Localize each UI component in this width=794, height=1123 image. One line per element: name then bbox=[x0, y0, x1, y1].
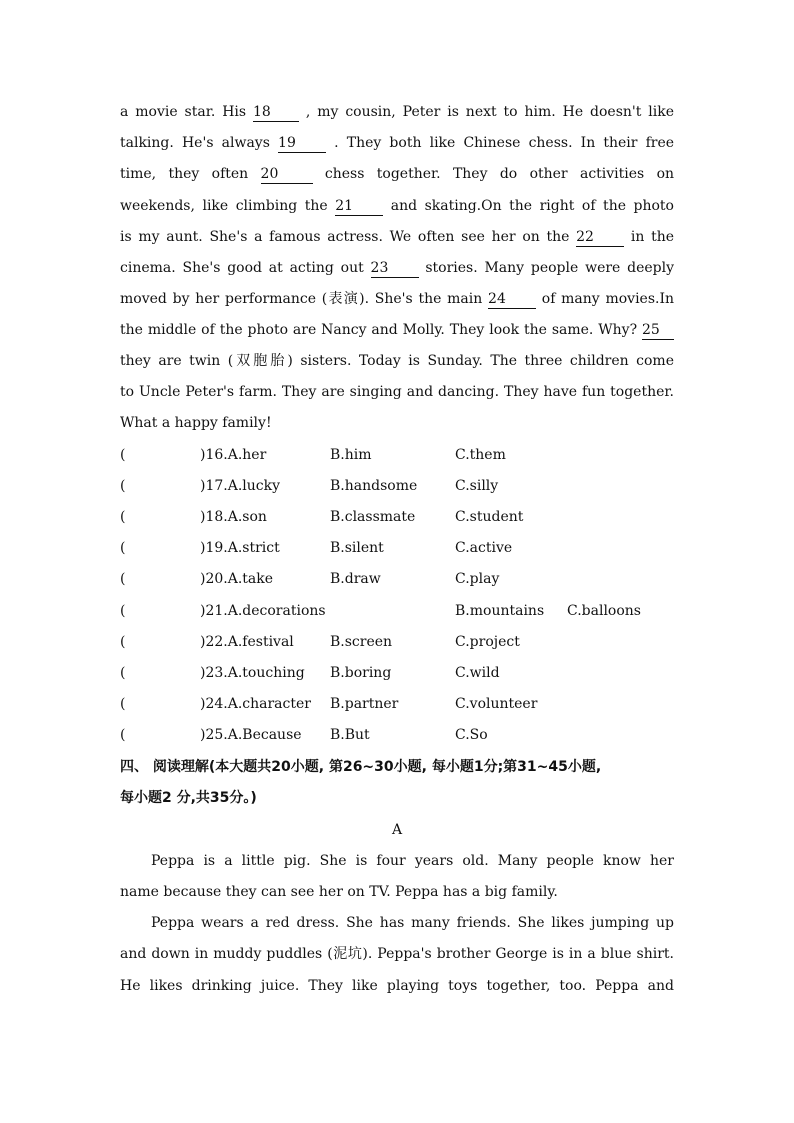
passage-line-8 bbox=[120, 320, 674, 340]
passage-line-1 bbox=[120, 102, 674, 122]
option-a: )20.A.take bbox=[200, 571, 274, 587]
option-a: )23.A.touching bbox=[200, 665, 305, 681]
passage-line-2 bbox=[120, 133, 674, 153]
option-c: C.balloons bbox=[567, 603, 641, 619]
option-b: B.screen bbox=[330, 634, 393, 650]
passage-line-11: What a happy family! bbox=[120, 415, 272, 431]
passage-text: is my aunt. She's a famous actress. We often see her on the bbox=[120, 229, 570, 245]
blank-19: 19 bbox=[278, 135, 326, 153]
answer-paren[interactable]: ( bbox=[120, 634, 126, 650]
passage-text: talking. He's always bbox=[120, 135, 270, 151]
passage-line-10: to Uncle Peter's farm. They are singing and dancing. They have fun together. bbox=[120, 384, 674, 400]
passage-line-6 bbox=[120, 258, 674, 278]
passage-text: stories. Many people were deeply bbox=[425, 260, 675, 276]
passage-text: chess together. They do other activities on bbox=[324, 166, 675, 182]
blank-18: 18 bbox=[253, 104, 299, 122]
blank-24: 24 bbox=[488, 291, 536, 309]
passage-text: a movie star. His bbox=[120, 104, 247, 120]
blank-22: 22 bbox=[576, 229, 624, 247]
option-b: B.draw bbox=[330, 571, 381, 587]
option-c: C.active bbox=[455, 540, 513, 556]
passage-line-7 bbox=[120, 289, 674, 309]
blank-21: 21 bbox=[335, 198, 383, 216]
blank-20: 20 bbox=[261, 166, 313, 184]
answer-paren[interactable]: ( bbox=[120, 447, 126, 463]
answer-paren[interactable]: ( bbox=[120, 696, 126, 712]
answer-paren[interactable]: ( bbox=[120, 509, 126, 525]
reading-line: Peppa is a little pig. She is four years old. Many people know her bbox=[151, 853, 674, 869]
passage-text: . They both like Chinese chess. In their free bbox=[334, 135, 675, 151]
reading-line: and down in muddy puddles (泥坑). Peppa's brother George is in a blue shirt. bbox=[120, 946, 674, 962]
option-b: B.handsome bbox=[330, 478, 418, 494]
reading-line: name because they can see her on TV. Peppa has a big family. bbox=[120, 884, 558, 900]
option-c: C.So bbox=[455, 727, 488, 743]
passage-text: and skating.On the right of the photo bbox=[390, 198, 674, 214]
answer-paren[interactable]: ( bbox=[120, 603, 126, 619]
option-a: )16.A.her bbox=[200, 447, 267, 463]
option-a: )18.A.son bbox=[200, 509, 267, 525]
option-a: )25.A.Because bbox=[200, 727, 302, 743]
passage-text: in the bbox=[630, 229, 674, 245]
passage-line-4 bbox=[120, 196, 674, 216]
option-a: )17.A.lucky bbox=[200, 478, 281, 494]
option-b: B.But bbox=[330, 727, 370, 743]
answer-paren[interactable]: ( bbox=[120, 665, 126, 681]
option-b: B.silent bbox=[330, 540, 384, 556]
option-c: C.silly bbox=[455, 478, 499, 494]
passage-text: time, they often bbox=[120, 166, 249, 182]
section-heading-cont: 每小题2 分,共35分。) bbox=[120, 790, 257, 806]
option-c: C.volunteer bbox=[455, 696, 538, 712]
passage-line-3 bbox=[120, 164, 674, 184]
reading-title: A bbox=[391, 822, 403, 838]
section-heading: 四、 阅读理解(本大题共20小题, 第26~30小题, 每小题1分;第31~45小题, bbox=[120, 759, 602, 775]
passage-line-9: they are twin (双胞胎) sisters. Today is Sunday. The three children come bbox=[120, 353, 674, 369]
option-b: B.him bbox=[330, 447, 372, 463]
passage-text: of many movies.In bbox=[541, 291, 675, 307]
option-a: )22.A.festival bbox=[200, 634, 294, 650]
reading-line: Peppa wears a red dress. She has many friends. She likes jumping up bbox=[151, 915, 674, 931]
option-b: B.classmate bbox=[330, 509, 416, 525]
option-b: B.partner bbox=[330, 696, 399, 712]
option-c: C.them bbox=[455, 447, 506, 463]
option-c: C.wild bbox=[455, 665, 500, 681]
blank-25: 25 bbox=[642, 322, 674, 340]
option-a: )24.A.character bbox=[200, 696, 311, 712]
option-a: )19.A.strict bbox=[200, 540, 280, 556]
option-c: C.project bbox=[455, 634, 520, 650]
option-c: C.student bbox=[455, 509, 524, 525]
answer-paren[interactable]: ( bbox=[120, 727, 126, 743]
passage-text: weekends, like climbing the bbox=[120, 198, 328, 214]
option-b: B.mountains bbox=[455, 603, 545, 619]
passage-text: , my cousin, Peter is next to him. He doesn't like bbox=[305, 104, 674, 120]
blank-23: 23 bbox=[371, 260, 419, 278]
answer-paren[interactable]: ( bbox=[120, 571, 126, 587]
option-c: C.play bbox=[455, 571, 500, 587]
option-a: )21.A.decorations bbox=[200, 603, 326, 619]
passage-line-5 bbox=[120, 227, 674, 247]
passage-text: cinema. She's good at acting out bbox=[120, 260, 364, 276]
passage-text: the middle of the photo are Nancy and Molly. They look the same. Why? bbox=[120, 322, 638, 338]
option-b: B.boring bbox=[330, 665, 392, 681]
answer-paren[interactable]: ( bbox=[120, 540, 126, 556]
passage-text: moved by her performance (表演). She's the main bbox=[120, 291, 483, 307]
answer-paren[interactable]: ( bbox=[120, 478, 126, 494]
reading-line: He likes drinking juice. They like playing toys together, too. Peppa and bbox=[120, 978, 674, 994]
